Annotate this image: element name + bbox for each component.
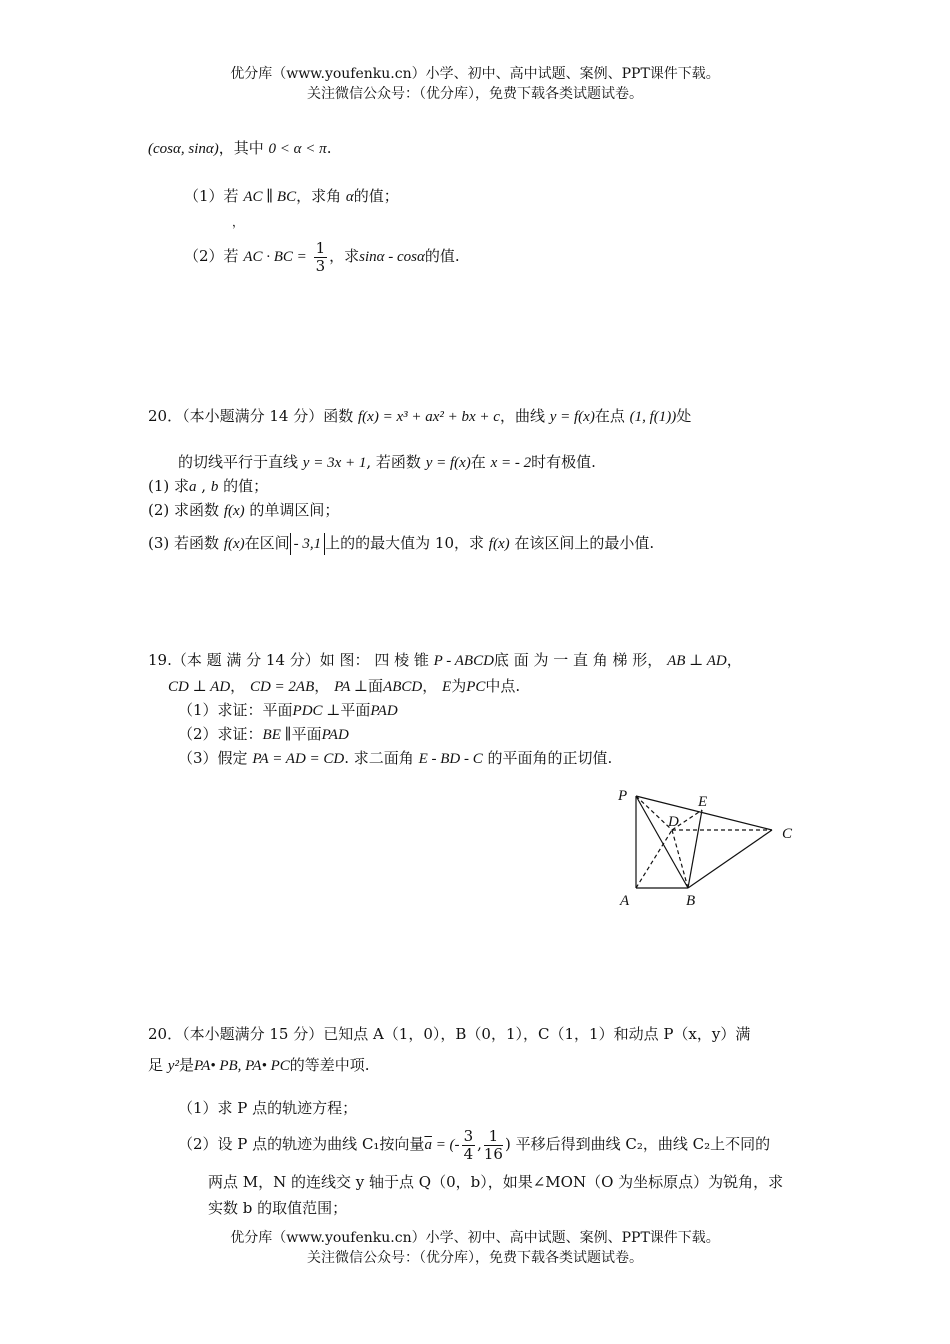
fraction-numerator: 3 [463, 1126, 474, 1145]
fraction-denominator: 16 [483, 1144, 503, 1163]
fraction-numerator: 1 [315, 238, 326, 257]
alpha-condition: 0 < α < π [268, 141, 327, 157]
q20a-mid: ，曲线 [499, 407, 545, 425]
header-line-2: 关注微信公众号：（优分库），免费下载各类试题试卷。 [307, 86, 643, 102]
header-line-1: 优分库（www.youfenku.cn）小学、初中、高中试题、案例、PPT课件下载。 [230, 66, 720, 82]
q20a-at: 在点 [594, 407, 625, 425]
edge-bc [688, 830, 772, 888]
fx-symbol: f(x) [223, 503, 245, 519]
q20b-line2 [148, 1052, 370, 1079]
q20a-end: 处 [676, 407, 692, 425]
l2-a: 的切线平行于直线 [178, 453, 299, 471]
fraction-three-fourths [462, 1128, 476, 1163]
s1-comma: , [196, 477, 211, 495]
edge-be [688, 810, 702, 888]
edge-db [672, 830, 688, 888]
y-squared: y² [167, 1058, 179, 1074]
edge-ad [636, 830, 672, 888]
q19b-part2 [178, 724, 349, 745]
part1-text: ，求角 [296, 187, 342, 205]
label-c: C [782, 826, 793, 842]
p3-b: . 求二面角 [344, 749, 414, 767]
tangent-line-expr: y = 3x + 1 [302, 455, 367, 471]
cd-eq-2ab: CD = 2AB [249, 679, 315, 695]
s2-a: （2）设 P 点的轨迹为曲线 C₁按向量 [178, 1135, 425, 1153]
part1-end: 的值； [353, 187, 399, 205]
s1-a: (1) 求 [148, 477, 190, 495]
q20a-sub3 [148, 530, 654, 557]
fraction-denominator: 3 [315, 256, 326, 275]
fx-symbol: f(x) [488, 536, 510, 552]
dihedral-angle: E - BD - C [418, 751, 483, 767]
q20b-line1: 20．（本小题满分 15 分）已知点 A（1，0），B（0，1），C（1，1）和动点 P（x，y）满 [148, 1025, 751, 1043]
text-where: ，其中 [218, 139, 264, 157]
s2-b: 平移后得到曲线 C₂，曲线 C₂上不同的 [515, 1135, 771, 1153]
fraction-one-sixteenth [484, 1128, 503, 1163]
fraction-one-third [314, 240, 328, 275]
text-is: 为 [451, 677, 467, 695]
plane-abcd: ABCD [383, 679, 423, 695]
comma: , [477, 1135, 482, 1153]
curve-expr: y = f(x) [549, 409, 595, 425]
point-e: E [442, 679, 452, 695]
plane-pdc-perp: PDC ⊥ [292, 703, 341, 719]
label-d: D [668, 814, 679, 830]
footer-line-1: 优分库（www.youfenku.cn）小学、初中、高中试题、案例、PPT课件下载。 [230, 1230, 720, 1246]
s2-a: (2) 求函数 [148, 501, 220, 519]
sin-cos-expr: sinα - cosα [359, 249, 425, 265]
q20a-line2 [178, 452, 596, 473]
q20a-prefix: 20．（本小题满分 14 分）函数 [148, 407, 354, 425]
vector-expression: (cosα, sinα) [148, 141, 219, 157]
var-a: a [189, 479, 197, 495]
part2-end: 的值. [424, 247, 460, 265]
s3-end: 在该区间上的最小值. [514, 534, 655, 552]
dot-product-expr: AC · BC = [243, 249, 307, 265]
text-plane: 平面 [340, 701, 371, 719]
vector-eq: = (- [431, 1137, 460, 1153]
q19b-prefix: 19.（本 题 满 分 14 分）如 图： 四 棱 锥 [148, 651, 429, 669]
perp-cd-ad: CD ⊥ AD [168, 679, 231, 695]
q19b-part1 [178, 700, 398, 721]
dot-products-expr: PA• PB, PA• PC [193, 1058, 290, 1074]
point-expr: (1, f(1)) [629, 409, 677, 425]
be-parallel: BE ∥ [262, 727, 292, 743]
part2-text: ，求 [329, 247, 360, 265]
q19b-mid: 底 面 为 一 直 角 梯 形， [493, 651, 663, 669]
label-a: A [620, 893, 630, 909]
q19a-part1 [184, 186, 399, 207]
extremum-x: x = - 2 [490, 455, 532, 471]
vector-a: $\overline{a}$ [424, 1137, 432, 1153]
l2-c: 在 [470, 453, 486, 471]
parallel-expr: AC ∥ BC [243, 189, 297, 205]
l2-a: 足 [148, 1056, 164, 1074]
q20b-sub2 [178, 1124, 770, 1165]
plane-pad: PAD [321, 727, 349, 743]
perp-relation: AB ⊥ AD [667, 653, 727, 669]
text-end: . [326, 139, 332, 157]
s3-b: 在区间 [244, 534, 290, 552]
part1-label: （1）若 [184, 187, 239, 205]
l2-end: 的等差中项. [289, 1056, 370, 1074]
p3-end: 的平面角的正切值. [487, 749, 613, 767]
comma: ， [230, 677, 246, 695]
part2-label: （2）若 [184, 247, 239, 265]
q19b-end: ， [726, 651, 742, 669]
pyramid-name: P - ABCD [433, 653, 494, 669]
segment-pc: PC [466, 679, 486, 695]
interval-expr: - 3,1 [290, 533, 326, 555]
p3-a: （3）假定 [178, 749, 248, 767]
comma: ， [422, 677, 438, 695]
var-b: b [210, 479, 219, 495]
q20b-sub2-line2: 两点 M，N 的连线交 y 轴于点 Q（0，b），如果∠MON（O 为坐标原点）为锐角，求 [208, 1173, 784, 1191]
l2-d: 时有极值. [531, 453, 596, 471]
text-midpoint: 中点. [485, 677, 521, 695]
q20a-line1 [148, 406, 691, 427]
edge-pb [636, 796, 688, 888]
equal-lengths: PA = AD = CD [252, 751, 345, 767]
plane-pad: PAD [370, 703, 398, 719]
q20b-sub2-line3: 实数 b 的取值范围； [208, 1199, 348, 1217]
p2-a: （2）求证： [178, 725, 263, 743]
close-paren: ) [504, 1135, 511, 1153]
fraction-denominator: 4 [463, 1144, 474, 1163]
text-is: 是 [178, 1056, 194, 1074]
q20b-sub1: （1）求 P 点的轨迹方程； [178, 1099, 358, 1117]
p1-a: （1）求证：平面 [178, 701, 293, 719]
q19b-part3 [178, 748, 612, 769]
l2-b: , 若函数 [366, 453, 421, 471]
s3-c: 上的的最大值为 10，求 [325, 534, 485, 552]
fx-symbol: f(x) [223, 536, 245, 552]
q20a-sub2 [148, 500, 339, 521]
pyramid-figure [600, 780, 810, 915]
s3-a: (3) 若函数 [148, 534, 220, 552]
q19b-line1 [148, 650, 742, 671]
q19b-line2 [168, 676, 520, 697]
fraction-numerator: 1 [484, 1128, 503, 1146]
q19a-part2 [184, 236, 460, 277]
text-plane: 面 [368, 677, 384, 695]
s1-end: 的值； [218, 477, 269, 495]
q20a-sub1 [148, 476, 268, 497]
label-e: E [698, 794, 708, 810]
text-plane: 平面 [291, 725, 322, 743]
s2-end: 的单调区间； [249, 501, 340, 519]
alpha-symbol: α [345, 189, 354, 205]
pa-perp: PA ⊥ [334, 679, 369, 695]
label-b: B [686, 893, 696, 909]
footer-line-2: 关注微信公众号：（优分库），免费下载各类试题试卷。 [307, 1250, 643, 1266]
function-def: f(x) = x³ + ax² + bx + c [358, 409, 500, 425]
label-p: P [618, 788, 628, 804]
q19a-intro [148, 138, 331, 159]
comma: ， [314, 677, 330, 695]
function-expr: y = f(x) [425, 455, 471, 471]
stray-comma: ， [232, 215, 245, 229]
